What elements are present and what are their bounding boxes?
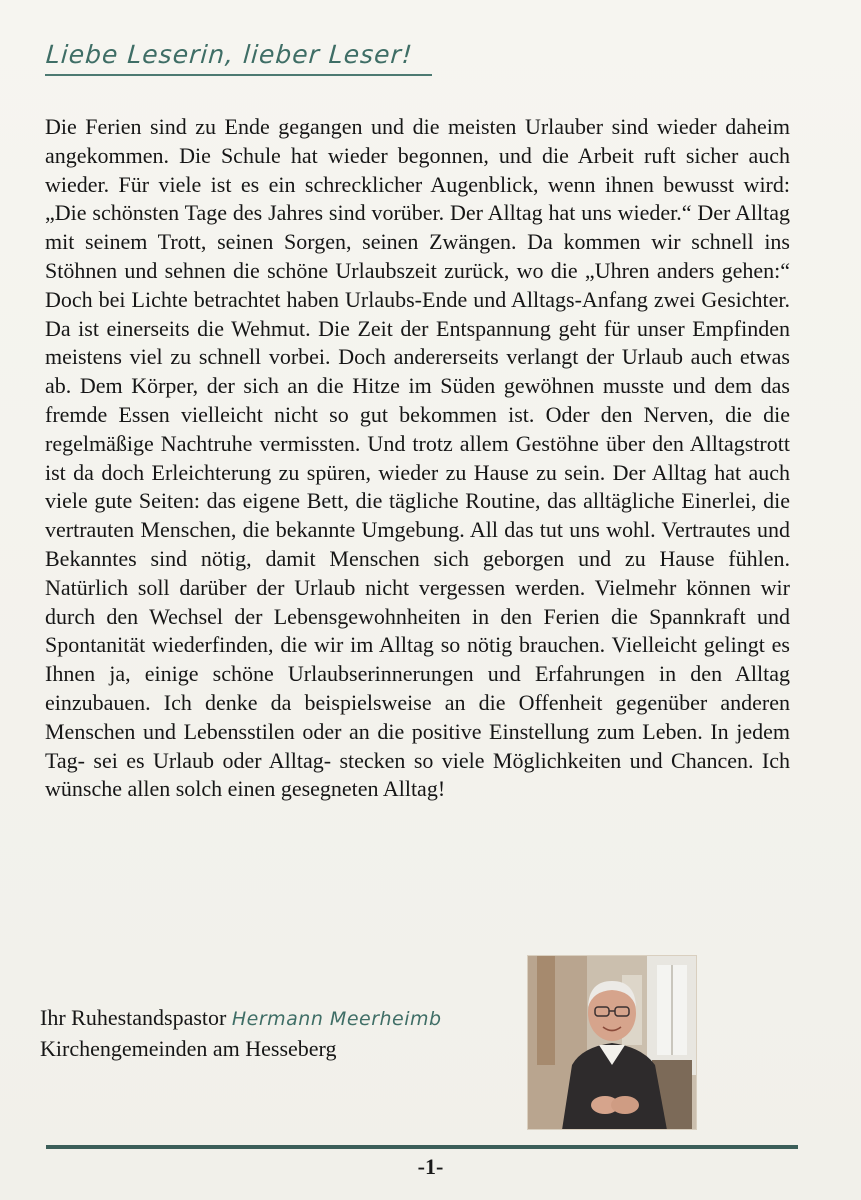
- signature-prefix: Ihr Ruhestandspastor: [40, 1005, 227, 1030]
- page-number: -1-: [417, 1154, 444, 1179]
- signature-name: Hermann Meerheimb: [231, 1008, 442, 1030]
- pastor-photo-illustration: [527, 955, 697, 1130]
- footer-rule: [46, 1145, 798, 1149]
- page-heading: Liebe Leserin, lieber Leser!: [45, 40, 414, 69]
- signature-organization: Kirchengemeinden am Hesseberg: [40, 1036, 337, 1061]
- pastor-photo: [527, 955, 697, 1130]
- signature-line: [40, 1004, 442, 1033]
- letter-body: Die Ferien sind zu Ende gegangen und die meisten Urlauber sind wieder daheim angekommen. Die Schule hat wieder begonnen, und die Arbeit ruft sicher auch wieder. Für viele ist es ein schrecklicher Augenblick, wenn ihnen bewusst wird: „Die schönsten Tage des Jahres sind vorüber. Der Alltag hat uns wieder.“ Der Alltag mit seinem Trott, seinen Sorgen, seinen Zwängen. Da kommen wir schnell ins Stöhnen und sehnen die schöne Urlaubszeit zurück, wo die „Uhren anders gehen:“ Doch bei Lichte betrachtet haben Urlaubs-Ende und Alltags-Anfang zwei Gesichter. Da ist einerseits die Wehmut. Die Zeit der Entspannung geht für unser Empfinden meistens viel zu schnell vorbei. Doch andererseits verlangt der Urlaub auch etwas ab. Dem Körper, der sich an die Hitze im Süden gewöhnen musste und dem das fremde Essen vielleicht nicht so gut bekommen ist. Oder den Nerven, die die regelmäßige Nachtruhe vermissten. Und trotz allem Gestöhne über den Alltagstrott ist da doch Erleichterung zu spüren, wieder zu Hause zu sein. Der Alltag hat auch viele gute Seiten: das eigene Bett, die tägliche Routine, das alltägliche Einerlei, die vertrauten Menschen, die bekannte Umgebung. All das tut uns wohl. Vertrautes und Bekanntes sind nötig, damit Menschen sich geborgen und zu Hause fühlen. Natürlich soll darüber der Urlaub nicht vergessen werden. Vielmehr können wir durch den Wechsel der Lebensgewohnheiten in den Ferien die Spannkraft und Spontanität wiederfinden, die wir im Alltag so nötig brauchen. Vielleicht gelingt es Ihnen ja, einige schöne Urlaubserinnerungen und Erfahrungen in den Alltag einzubauen. Ich denke da beispielsweise an die Offenheit gegenüber anderen Menschen und Lebensstilen oder an die positive Einstellung zum Leben. In jedem Tag- sei es Urlaub oder Alltag- stecken so viele Möglichkeiten und Chancen. Ich wünsche allen solch einen gesegneten Alltag!: [45, 114, 790, 802]
- heading-underline: [45, 74, 432, 76]
